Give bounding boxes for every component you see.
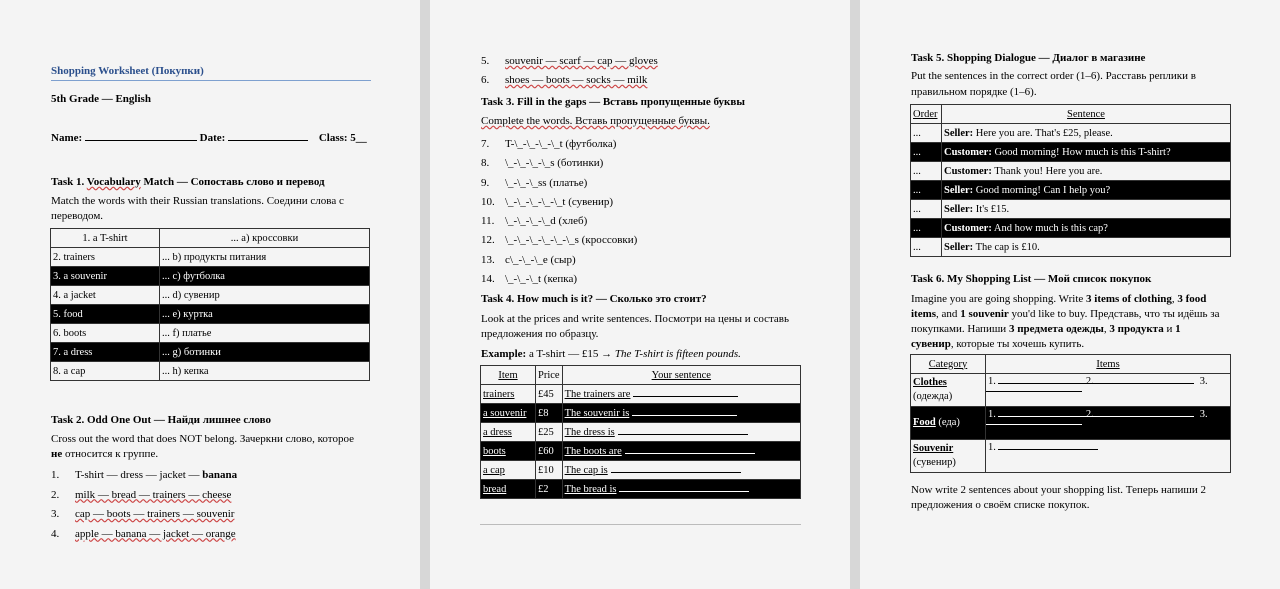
example-text: a T-shirt — £15 →: [526, 348, 615, 360]
t6-l3c: ,: [1103, 323, 1110, 335]
item-number: 8.: [481, 157, 490, 170]
sentence-start: The boots are: [564, 445, 622, 457]
task6-line-2: [911, 307, 1220, 322]
item-number: 6.: [481, 74, 490, 86]
match-left: 8. a cap: [51, 362, 160, 381]
t6-l3f: 1: [1175, 323, 1181, 335]
task4-heading: Task 4. How much is it? — Сколько это стоит?: [481, 293, 707, 305]
match-right: ... a) кроссовки: [160, 229, 370, 248]
sentence-cell: [942, 181, 1231, 200]
col-category-header: [911, 355, 986, 374]
line-text: And how much is this cap?: [991, 222, 1108, 234]
match-left: 2. trainers: [51, 248, 160, 267]
item-text: a souvenir: [483, 407, 527, 419]
gap-item: [481, 193, 637, 212]
match-left: 7. a dress: [51, 343, 160, 362]
sentence-cell: [942, 238, 1231, 257]
odd-one-out-item: [51, 505, 237, 525]
col-sentence-header: [942, 105, 1231, 124]
task3-heading: Task 3. Fill in the gaps — Вставь пропущенные буквы: [481, 96, 745, 108]
line-text: Good morning! How much is this T-shirt?: [991, 146, 1171, 158]
title-rule: [51, 80, 371, 81]
task5-instruction-2: правильном порядке (1–6).: [911, 86, 1037, 98]
item-text: a cap: [483, 464, 505, 476]
price-cell: £45: [536, 385, 563, 404]
gap-item: [481, 174, 637, 193]
sentence-cell: [942, 124, 1231, 143]
item-answer: banana: [202, 469, 238, 481]
gap-word: \_-\_-\_ss (платье): [505, 176, 588, 189]
sentence-start: The dress is: [564, 426, 615, 438]
t6-l3e: и: [1163, 323, 1176, 335]
speaker: Seller:: [944, 184, 974, 196]
match-row: [51, 343, 370, 362]
order-cell[interactable]: ...: [911, 124, 942, 143]
task2-instr-bold: не: [51, 448, 63, 460]
speaker: Customer:: [944, 165, 992, 177]
order-cell[interactable]: ...: [911, 238, 942, 257]
task6-instruction: [911, 292, 1220, 352]
odd-one-out-item: [51, 525, 237, 545]
example-italic: The T-shirt is fifteen pounds.: [614, 348, 741, 360]
gap-word: T-\_-\_-\_-\_t (футболка): [505, 138, 617, 150]
match-right: ... c) футболка: [160, 267, 370, 286]
answer-blank[interactable]: [611, 472, 741, 473]
sentence-start: The cap is: [564, 464, 608, 476]
item-number: 7.: [481, 138, 490, 150]
sentence-cell[interactable]: [562, 423, 800, 442]
category-row: [911, 374, 1231, 407]
task5-instruction-1: Put the sentences in the correct order (1–6). Расставь реплики в: [911, 70, 1196, 82]
worksheet-title: Shopping Worksheet (Покупки): [51, 65, 204, 77]
task2-instruction-1: Cross out the word that does NOT belong. Зачеркни слово, которое: [51, 433, 354, 445]
match-right: ... h) кепка: [160, 362, 370, 381]
price-row: [481, 404, 801, 423]
col-item-header: [481, 366, 536, 385]
sentence-cell[interactable]: [562, 461, 800, 480]
gap-word: \_-\_-\_t (кепка): [505, 273, 578, 286]
task6-heading: Task 6. My Shopping List — Мой список покупок: [911, 273, 1152, 285]
class-label: Class: 5__: [318, 132, 367, 144]
item-cell: [481, 404, 536, 423]
dialogue-row: [911, 200, 1231, 219]
match-right: ... f) платье: [160, 324, 370, 343]
answer-blank[interactable]: [633, 396, 738, 397]
match-row: [51, 324, 370, 343]
col-category-header-text: Category: [928, 358, 968, 370]
match-row: [51, 267, 370, 286]
category-cell: [911, 407, 986, 440]
item-cell: [481, 461, 536, 480]
items-cell[interactable]: [986, 440, 1231, 473]
category-name: Clothes: [913, 377, 947, 388]
sentence-start: The bread is: [564, 483, 617, 495]
t6-l1b: 3 items of clothing: [1086, 293, 1172, 305]
sentence-cell: [942, 200, 1231, 219]
task6-line-1: [911, 292, 1220, 307]
sentence-cell[interactable]: [562, 404, 800, 423]
item-text: a dress: [483, 426, 512, 438]
line-text: Good morning! Can I help you?: [973, 184, 1111, 196]
match-left: 3. a souvenir: [51, 267, 160, 286]
match-right: ... g) ботинки: [160, 343, 370, 362]
t6-l1d: 3 food: [1177, 293, 1207, 305]
item-number: 2.: [1085, 409, 1094, 420]
speaker: Customer:: [944, 146, 992, 158]
item-number: 4.: [51, 527, 60, 540]
match-left: 1. a T-shirt: [51, 229, 160, 248]
task6-after-2: предложения о своём списке покупок.: [911, 499, 1090, 511]
items-line: [988, 442, 1098, 453]
odd-one-out-item: [51, 466, 237, 486]
gap-word: c\_-\_-\_e (сыр): [505, 253, 576, 266]
order-cell[interactable]: ...: [911, 143, 942, 162]
col-item-header-text: Item: [498, 369, 518, 381]
item-words: milk — bread — trainers — cheese: [75, 488, 232, 501]
item-text: bread: [483, 483, 507, 495]
task2-heading: Task 2. Odd One Out — Найди лишнее слово: [51, 414, 271, 426]
price-row: [481, 385, 801, 404]
gap-item: [481, 231, 637, 250]
price-cell: £8: [536, 404, 563, 423]
item-number: 13.: [481, 253, 495, 266]
speaker: Customer:: [944, 222, 992, 234]
task1-instruction: Match the words with their Russian translations. Соедини слова с переводом.: [51, 195, 344, 222]
item-blank[interactable]: [986, 391, 1082, 392]
task4-instruction-1: Look at the prices and write sentences. Посмотри на цены и составь: [481, 313, 790, 325]
t6-l3a: покупками. Напиши: [911, 323, 1009, 335]
date-label: Date:: [199, 132, 226, 144]
item-number: 10.: [481, 195, 495, 208]
t6-l4b: , которые ты хочешь купить.: [950, 338, 1085, 350]
category-name: Food: [913, 417, 936, 428]
odd-one-out-item: [481, 52, 658, 71]
item-blank[interactable]: [998, 416, 1098, 417]
price-row: [481, 442, 801, 461]
item-number: 3.: [1199, 376, 1208, 387]
gap-item: [481, 135, 637, 154]
task2-continued-list: [481, 52, 658, 90]
line-text: It's £15.: [973, 203, 1010, 215]
task6-line-3: [911, 322, 1220, 337]
item-number: 1.: [51, 469, 60, 481]
item-number: 3.: [1199, 409, 1208, 420]
task6-line-4: [911, 337, 1220, 352]
speaker: Seller:: [944, 203, 974, 215]
item-blank[interactable]: [998, 449, 1098, 450]
item-cell: [481, 385, 536, 404]
match-left: 6. boots: [51, 324, 160, 343]
gap-item: [481, 251, 637, 270]
item-number: 5.: [481, 55, 490, 67]
t6-l1c: ,: [1171, 293, 1178, 305]
sentence-start: The trainers are: [564, 388, 631, 400]
price-cell: £25: [536, 423, 563, 442]
odd-one-out-item: [51, 486, 237, 506]
page-1: [0, 0, 420, 589]
item-words: apple — banana — jacket — orange: [75, 527, 236, 540]
answer-blank[interactable]: [625, 453, 755, 454]
answer-blank[interactable]: [619, 491, 749, 492]
match-left: 5. food: [51, 305, 160, 324]
line-text: Thank you! Here you are.: [991, 165, 1103, 177]
t6-l2b: , and: [936, 308, 961, 320]
match-left: 4. a jacket: [51, 286, 160, 305]
item-words: T-shirt — dress — jacket —: [75, 469, 203, 481]
task6-list-table: [910, 354, 1231, 473]
dialogue-row: [911, 162, 1231, 181]
item-words: souvenir — scarf — cap — gloves: [505, 55, 658, 67]
order-cell[interactable]: ...: [911, 200, 942, 219]
example-label: Example:: [481, 348, 527, 360]
price-row: [481, 461, 801, 480]
price-cell: £10: [536, 461, 563, 480]
item-cell: [481, 480, 536, 499]
task3-list: [481, 135, 637, 289]
match-row: [51, 286, 370, 305]
category-row: [911, 407, 1231, 440]
item-cell: [481, 442, 536, 461]
item-words: shoes — boots — socks — milk: [505, 74, 648, 86]
item-cell: [481, 423, 536, 442]
speaker: Seller:: [944, 241, 974, 253]
order-cell[interactable]: ...: [911, 219, 942, 238]
sentence-cell: [942, 219, 1231, 238]
task1-match-table: [50, 228, 370, 381]
task4-price-table: [480, 365, 801, 499]
t6-l3b: 3 предмета одежды: [1008, 323, 1104, 335]
task2-instruction-2: [51, 448, 158, 460]
category-ru: (одежда): [913, 391, 953, 402]
task1-heading-num: Task 1.: [51, 176, 87, 188]
item-blank[interactable]: [986, 424, 1082, 425]
order-cell[interactable]: ...: [911, 162, 942, 181]
match-row: [51, 362, 370, 381]
sentence-cell[interactable]: [562, 442, 800, 461]
task3-instruction-text: Complete the words. Вставь пропущенные буквы.: [481, 115, 710, 127]
task2-list: [51, 466, 237, 544]
col-items-header: [986, 355, 1231, 374]
items-line: [988, 376, 1208, 387]
col-sentence-header: [562, 366, 800, 385]
t6-l2d: you'd like to buy. Представь, что ты идёшь за: [1008, 308, 1220, 320]
sentence-cell: [942, 162, 1231, 181]
name-blank: [85, 140, 197, 141]
category-cell: [911, 374, 986, 407]
name-label: Name:: [51, 132, 83, 144]
match-right: ... b) продукты питания: [160, 248, 370, 267]
items-cell[interactable]: [986, 407, 1231, 440]
col-order-header: [911, 105, 942, 124]
sentence-cell[interactable]: [562, 480, 800, 499]
item-number: 1.: [988, 376, 996, 387]
item-number: 12.: [481, 234, 495, 247]
task2-instr-rest: относится к группе.: [62, 448, 159, 460]
dialogue-row: [911, 181, 1231, 200]
task4-example: [481, 348, 741, 360]
category-ru: (еда): [935, 417, 960, 428]
price-cell: £2: [536, 480, 563, 499]
gap-item: [481, 154, 637, 173]
task5-heading: Task 5. Shopping Dialogue — Диалог в магазине: [911, 52, 1146, 64]
task1-heading-rest: Match — Сопоставь слово и перевод: [140, 176, 325, 188]
task6-after-1: Now write 2 sentences about your shopping list. Теперь напиши 2: [911, 484, 1206, 496]
order-cell[interactable]: ...: [911, 181, 942, 200]
t6-l2a: items: [911, 308, 937, 320]
t6-l1a: Imagine you are going shopping. Write: [911, 293, 1087, 305]
col-items-header-text: Items: [1096, 358, 1120, 370]
item-text: boots: [483, 445, 506, 457]
items-line: [988, 409, 1208, 420]
match-row: [51, 229, 370, 248]
sentence-start: The souvenir is: [564, 407, 630, 419]
match-right: ... e) куртка: [160, 305, 370, 324]
gap-word: \_-\_-\_-\_-\_t (сувенир): [505, 195, 614, 208]
speaker: Seller:: [944, 127, 974, 139]
line-text: Here you are. That's £25, please.: [973, 127, 1113, 139]
answer-blank[interactable]: [618, 434, 748, 435]
item-words: cap — boots — trainers — souvenir: [75, 508, 235, 520]
col-price-header: Price: [536, 366, 563, 385]
sentence-cell: [942, 143, 1231, 162]
date-blank: [228, 140, 308, 141]
dialogue-row: [911, 219, 1231, 238]
item-number: 1.: [988, 409, 996, 420]
answer-blank[interactable]: [632, 415, 737, 416]
sentence-cell[interactable]: [562, 385, 800, 404]
item-number: 2.: [51, 488, 60, 501]
item-number: 2.: [1085, 376, 1094, 387]
match-row: [51, 248, 370, 267]
category-row: [911, 440, 1231, 473]
item-blank[interactable]: [998, 383, 1098, 384]
dialogue-row: [911, 143, 1231, 162]
item-number: 3.: [51, 508, 60, 520]
item-text: trainers: [483, 388, 515, 400]
item-blank[interactable]: [1096, 416, 1194, 417]
col-sentence-header-text: Your sentence: [651, 369, 711, 381]
page-2: [430, 0, 850, 589]
t6-l2c: 1 souvenir: [960, 308, 1009, 320]
item-blank[interactable]: [1096, 383, 1194, 384]
gap-item: [481, 212, 637, 231]
odd-one-out-item: [481, 71, 658, 90]
task4-instruction-2: предложения по образцу.: [481, 328, 599, 340]
category-name: Souvenir: [913, 443, 954, 454]
col-order-header-text: Order: [913, 108, 938, 120]
t6-l4a: сувенир: [911, 338, 951, 350]
item-number: 9.: [481, 176, 490, 189]
grade-label: 5th Grade — English: [51, 93, 151, 105]
price-row: [481, 480, 801, 499]
gap-word: \_-\_-\_-\_-\_-\_s (кроссовки): [505, 234, 638, 247]
task1-heading-word: Vocabulary: [86, 176, 141, 188]
gap-word: \_-\_-\_-\_d (хлеб): [505, 215, 588, 228]
match-right: ... d) сувенир: [160, 286, 370, 305]
gap-item: [481, 270, 637, 289]
item-number: 14.: [481, 273, 495, 286]
task3-instruction: [481, 115, 710, 127]
dialogue-row: [911, 124, 1231, 143]
page2-bottom-rule: [480, 524, 801, 525]
item-number: 11.: [481, 215, 495, 228]
line-text: The cap is £10.: [973, 241, 1040, 253]
task1-heading: [51, 176, 325, 188]
item-number: 1.: [988, 442, 996, 453]
items-cell[interactable]: [986, 374, 1231, 407]
gap-word: \_-\_-\_-\_s (ботинки): [505, 157, 604, 170]
dialogue-row: [911, 238, 1231, 257]
page-3: [860, 0, 1280, 589]
category-ru: (сувенир): [913, 457, 956, 468]
price-row: [481, 423, 801, 442]
match-row: [51, 305, 370, 324]
price-cell: £60: [536, 442, 563, 461]
category-cell: [911, 440, 986, 473]
task5-dialogue-table: [910, 104, 1231, 257]
t6-l3d: 3 продукта: [1109, 323, 1164, 335]
col-sentence-header-text: Sentence: [1067, 108, 1105, 120]
name-field: [51, 132, 367, 144]
